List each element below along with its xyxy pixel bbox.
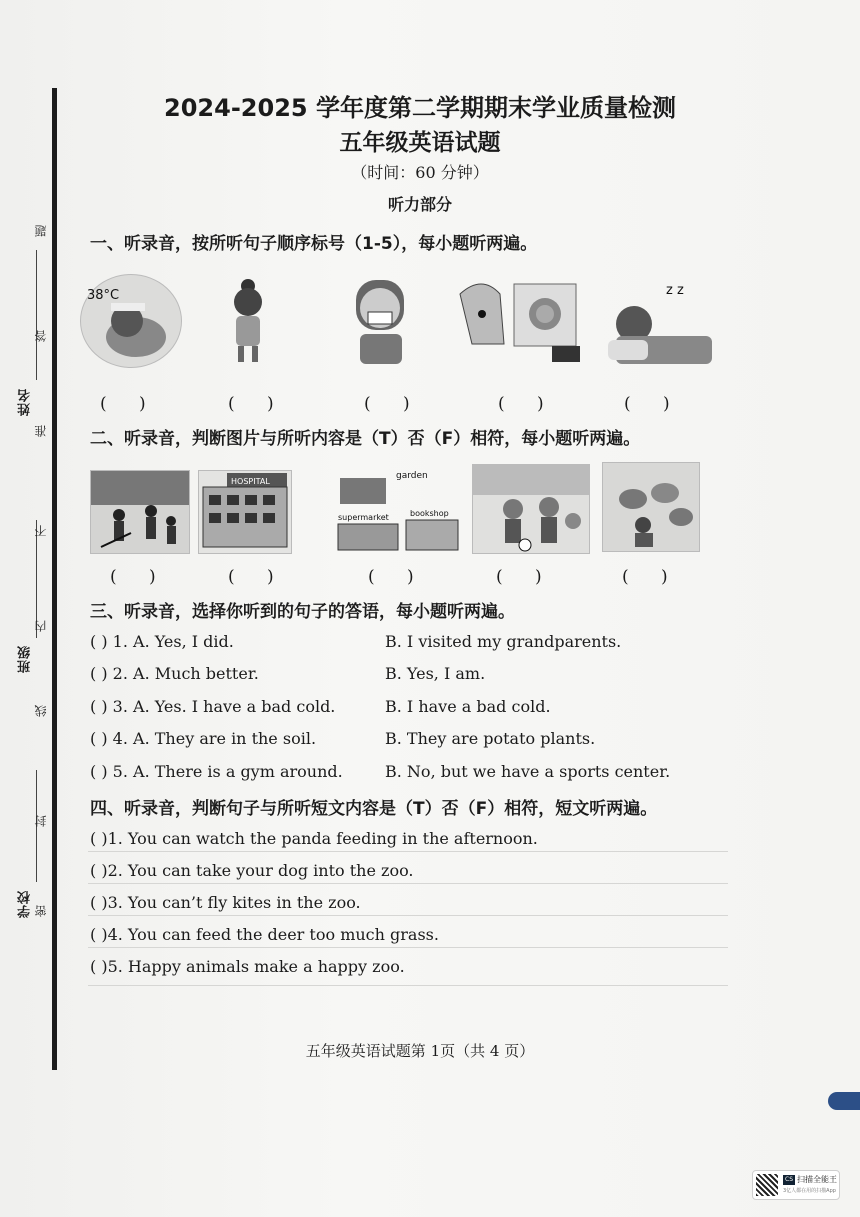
s4-blank-4[interactable]: ( )	[90, 925, 108, 944]
section1-heading: 一、听录音，按所听句子顺序标号（1-5），每小题听两遍。	[90, 234, 538, 254]
s4-blank-1[interactable]: ( )	[90, 829, 108, 848]
garden-supermarket-bookshop-picture	[336, 466, 460, 552]
section2-heading: 二、听录音，判断图片与所听内容是（T）否（F）相符，每小题听两遍。	[90, 429, 641, 449]
kids-playing-picture	[472, 464, 590, 554]
seal-char-2: 答	[34, 330, 48, 342]
s1-blank-3[interactable]: ( )	[364, 394, 410, 414]
s4-text-3: 3. You can’t fly kites in the zoo.	[107, 893, 361, 912]
seal-char-5: 内	[34, 620, 48, 632]
part-heading: 听力部分	[387, 195, 452, 214]
s4-text-2: 2. You can take your dog into the zoo.	[107, 861, 414, 880]
margin-binding-line	[52, 88, 57, 1070]
name-fill-line	[36, 250, 37, 380]
s4-blank-2[interactable]: ( )	[90, 861, 108, 880]
exam-subtitle: 五年级英语试题	[339, 130, 501, 156]
s3-question-1	[90, 632, 622, 651]
s4-text-4: 4. You can feed the deer too much grass.	[107, 925, 439, 944]
seal-char-1: 题	[34, 225, 48, 237]
s3-option-a-3: 3. A. Yes. I have a bad cold.	[112, 697, 336, 716]
s2-blank-3[interactable]: ( )	[368, 567, 414, 587]
s1-blank-5[interactable]: ( )	[624, 394, 670, 414]
cough-icon	[350, 274, 410, 366]
class-label: 班级	[18, 645, 33, 673]
s4-statement-3	[90, 893, 361, 912]
s3-option-b-1: B. I visited my grandparents.	[385, 632, 622, 651]
s3-question-3	[90, 697, 551, 716]
s3-option-b-4: B. They are potato plants.	[385, 729, 596, 748]
s3-blank-2[interactable]: ( )	[90, 664, 108, 683]
s4-statement-4	[90, 925, 439, 944]
garden-sign-text: garden	[396, 471, 428, 481]
scanner-watermark	[752, 1170, 840, 1200]
divider	[88, 883, 728, 884]
fever-icon	[80, 274, 182, 368]
ice-hockey-picture	[90, 470, 190, 554]
divider	[88, 851, 728, 852]
school-label: 学校	[18, 890, 33, 918]
sleeping-icon	[600, 278, 716, 366]
s4-text-1: 1. You can watch the panda feeding in the afternoon.	[107, 829, 538, 848]
s3-blank-5[interactable]: ( )	[90, 762, 108, 781]
s2-blank-1[interactable]: ( )	[110, 567, 156, 587]
divider	[88, 947, 728, 948]
hand-medicine-icon	[452, 274, 584, 364]
s3-question-5	[90, 762, 671, 781]
thermometer-reading: 38°C	[87, 288, 120, 303]
hospital-picture	[198, 470, 292, 554]
s3-question-4	[90, 729, 596, 748]
kids-with-goats-picture	[602, 462, 700, 552]
seal-char-7: 封	[34, 815, 48, 827]
exam-time: （时间：60 分钟）	[351, 163, 489, 182]
seal-char-3: 准	[34, 425, 48, 437]
s4-blank-5[interactable]: ( )	[90, 957, 108, 976]
bookshop-sign-text: bookshop	[410, 509, 449, 518]
section3-heading: 三、听录音，选择你听到的句子的答语，每小题听两遍。	[90, 602, 515, 622]
s3-question-2	[90, 664, 486, 683]
s3-option-a-5: 5. A. There is a gym around.	[112, 762, 343, 781]
s3-blank-1[interactable]: ( )	[90, 632, 108, 651]
exam-title: 2024-2025 学年度第二学期期末学业质量检测	[164, 94, 676, 122]
s3-blank-3[interactable]: ( )	[90, 697, 108, 716]
scanner-tagline: 3亿人都在用的扫描App	[783, 1188, 836, 1194]
supermarket-sign-text: supermarket	[338, 513, 389, 522]
page-curl-tab	[828, 1092, 860, 1110]
s3-option-a-2: 2. A. Much better.	[112, 664, 259, 683]
s3-blank-4[interactable]: ( )	[90, 729, 108, 748]
s3-option-a-4: 4. A. They are in the soil.	[112, 729, 317, 748]
s4-statement-2	[90, 861, 414, 880]
page-footer: 五年级英语试题第 1页（共 4 页）	[305, 1042, 535, 1060]
section4-heading: 四、听录音，判断句子与所听短文内容是（T）否（F）相符，短文听两遍。	[90, 799, 658, 819]
s1-blank-4[interactable]: ( )	[498, 394, 544, 414]
s1-blank-2[interactable]: ( )	[228, 394, 274, 414]
s4-blank-3[interactable]: ( )	[90, 893, 108, 912]
seal-char-6: 线	[34, 705, 48, 717]
hospital-sign-text: HOSPITAL	[231, 477, 270, 486]
s2-blank-5[interactable]: ( )	[622, 567, 668, 587]
s2-blank-2[interactable]: ( )	[228, 567, 274, 587]
scanner-app-name: 扫描全能王	[797, 1175, 837, 1184]
qr-code-icon	[756, 1174, 778, 1196]
s3-option-a-1: 1. A. Yes, I did.	[112, 632, 234, 651]
s3-option-b-2: B. Yes, I am.	[385, 664, 486, 683]
seal-char-8: 密	[34, 905, 48, 917]
s4-text-5: 5. Happy animals make a happy zoo.	[107, 957, 405, 976]
seal-char-4: 不	[34, 525, 48, 537]
s4-statement-1	[90, 829, 538, 848]
svg-text:z z: z z	[666, 283, 684, 298]
s3-option-b-3: B. I have a bad cold.	[385, 697, 551, 716]
headache-icon	[214, 274, 282, 366]
cs-logo: CS	[785, 1176, 793, 1183]
s4-statement-5	[90, 957, 405, 976]
divider	[88, 915, 728, 916]
divider	[88, 985, 728, 986]
s3-option-b-5: B. No, but we have a sports center.	[385, 762, 671, 781]
name-label: 姓名	[18, 388, 33, 416]
s2-blank-4[interactable]: ( )	[496, 567, 542, 587]
s1-blank-1[interactable]: ( )	[100, 394, 146, 414]
